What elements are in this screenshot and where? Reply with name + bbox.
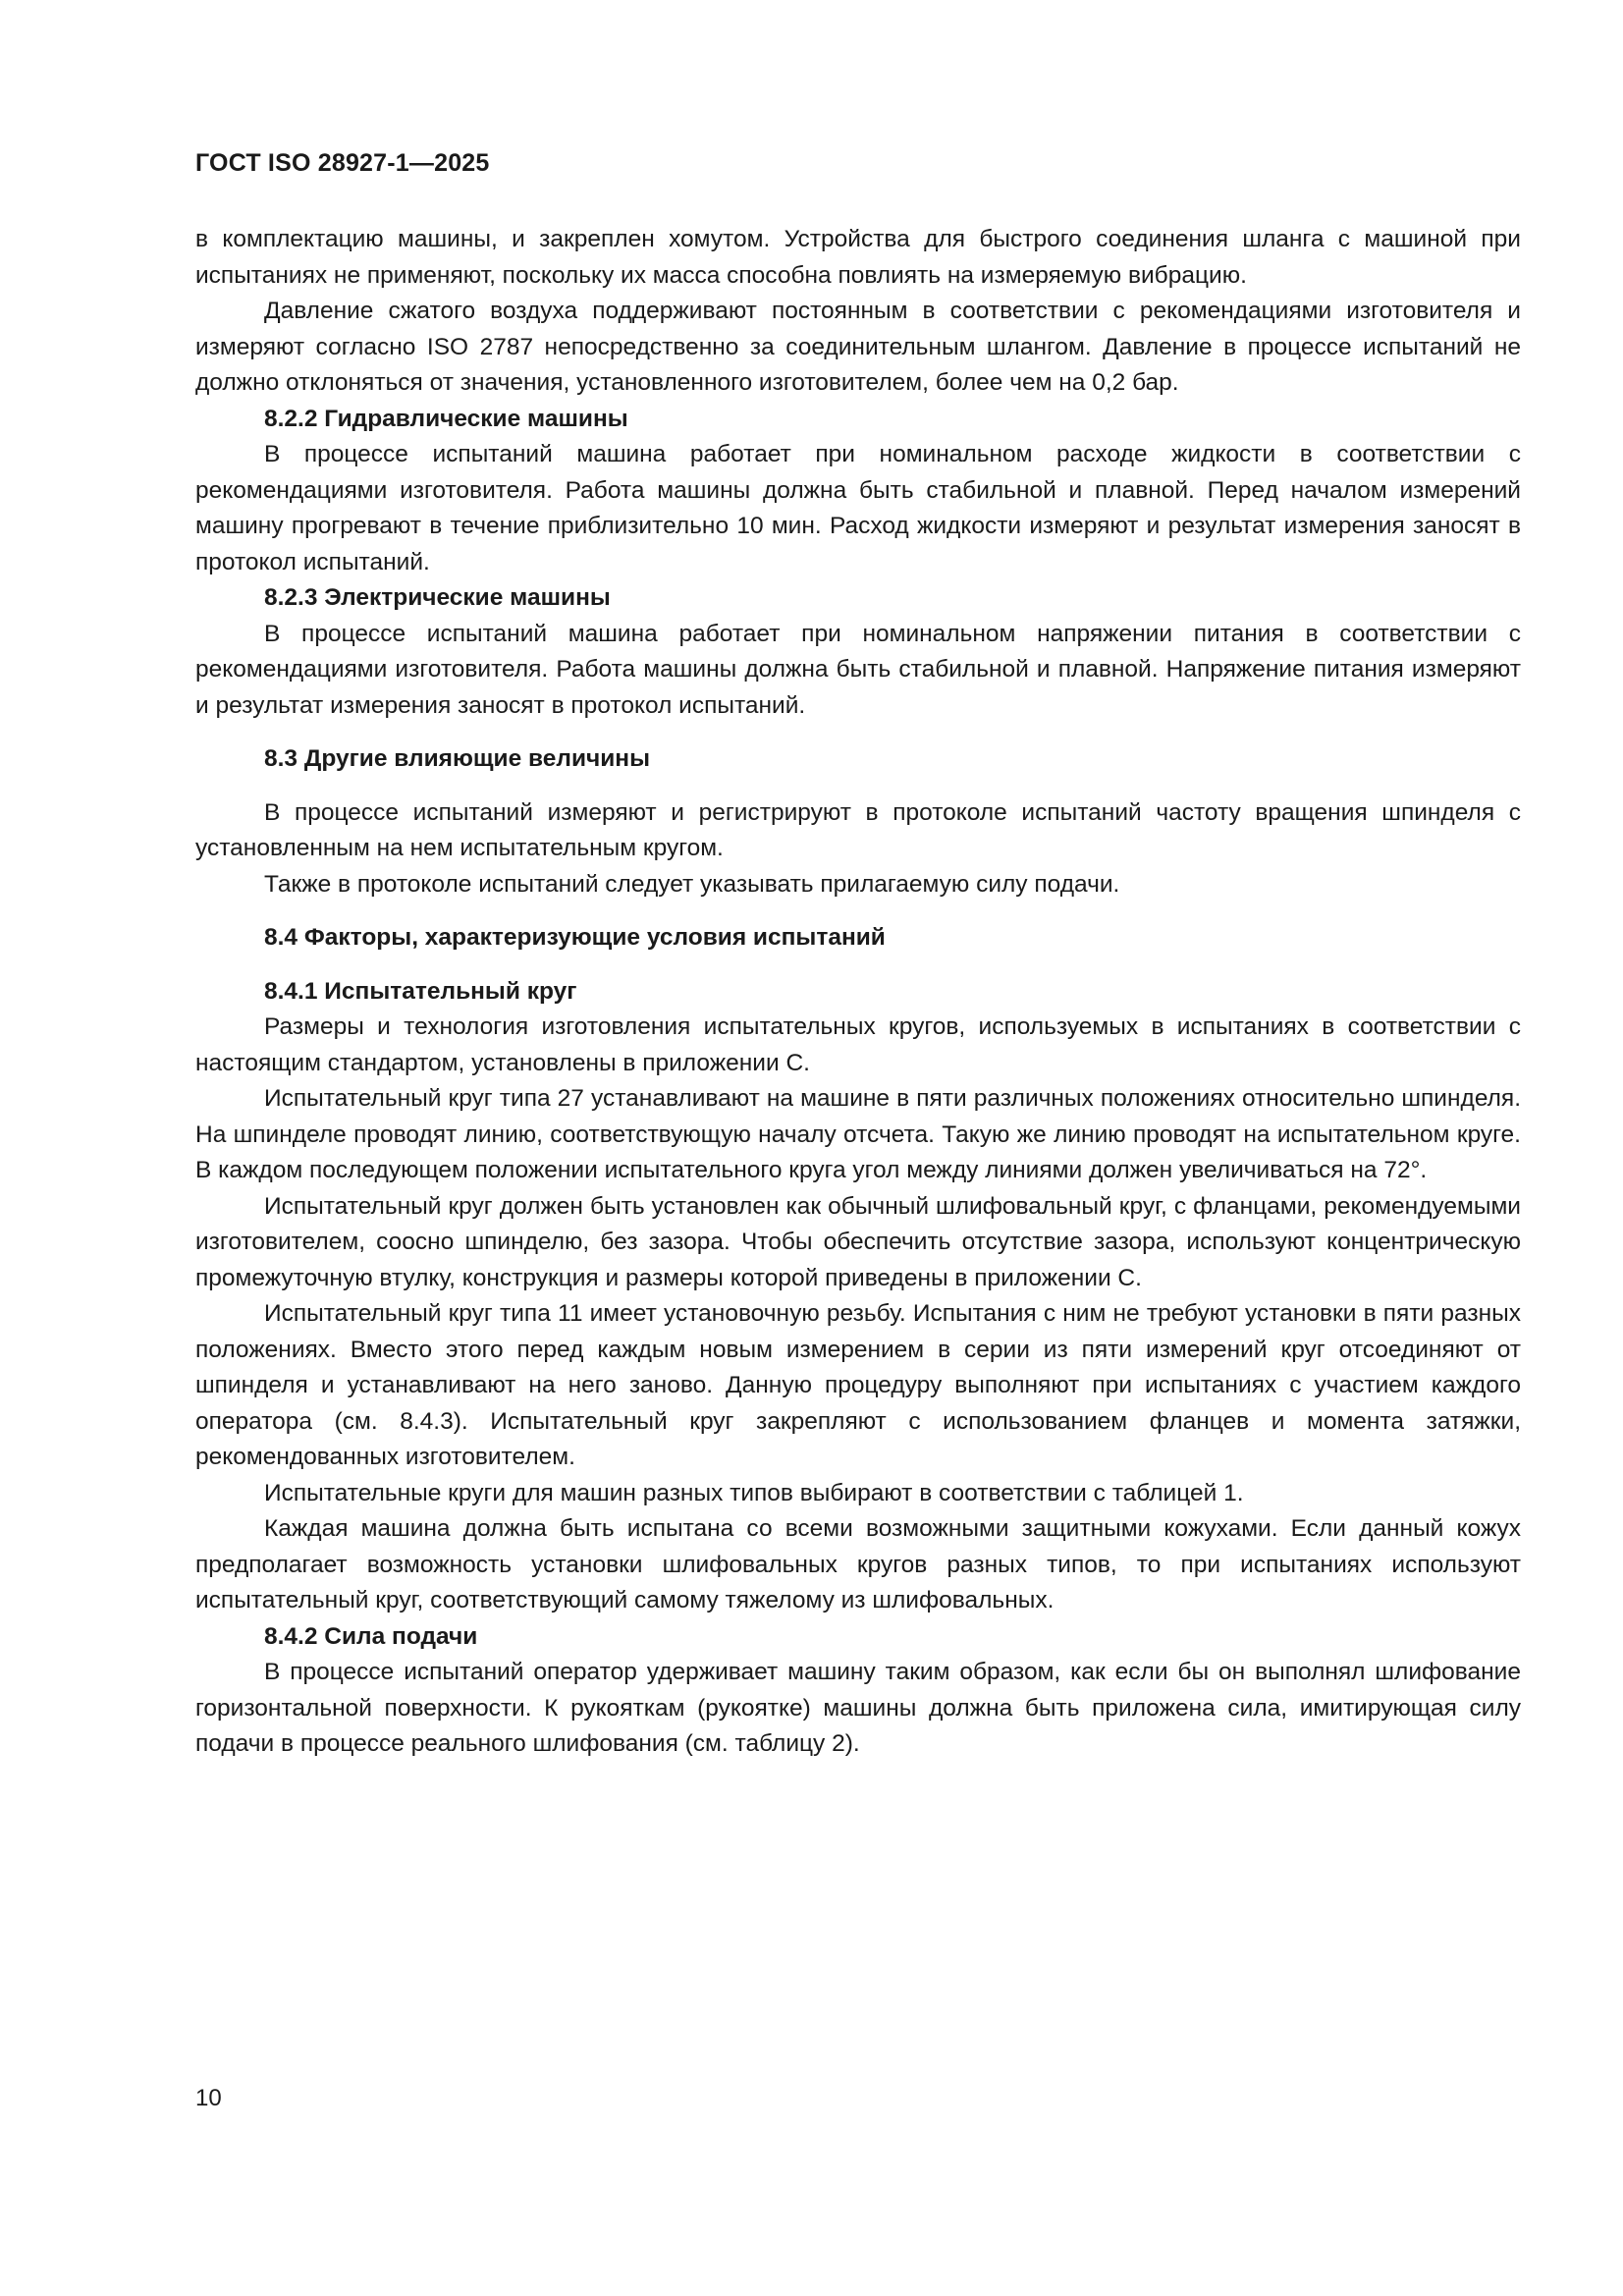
paragraph: В процессе испытаний измеряют и регистрируют в протоколе испытаний частоту вращения шпинделя с установленным на нем испытательным кругом. [195, 798, 1521, 861]
paragraph: Испытательный круг должен быть установлен как обычный шлифовальный круг, с фланцами, рекомендуемыми изготовителем, соосно шпинделю, без зазора. Чтобы обеспечить отсутствие зазора, используют концентрическую промежуточную втулку, конструкция и размеры которой приведены в приложении С. [195, 1192, 1521, 1291]
section-heading-8-2-2: 8.2.2 Гидравлические машины [264, 405, 628, 432]
document-body [195, 222, 1521, 1763]
section-heading-8-4: 8.4 Факторы, характеризующие условия испытаний [264, 924, 886, 951]
paragraph: В процессе испытаний машина работает при номинальном напряжении питания в соответствии с рекомендациями изготовителя. Работа машины должна быть стабильной и плавной. Напряжение питания измеряют и результат измерения заносят в протокол испытаний. [195, 620, 1521, 719]
section-heading-8-4-1: 8.4.1 Испытательный круг [264, 977, 577, 1005]
paragraph: Испытательный круг типа 11 имеет установочную резьбу. Испытания с ним не требуют установки в пяти разных положениях. Вместо этого перед каждым новым измерением в серии из пяти измерений круг отсоединяют от шпинделя и устанавливают на него заново. Данную процедуру выполняют при испытаниях с участием каждого оператора (см. 8.4.3). Испытательный круг закрепляют с использованием фланцев и момента затяжки, рекомендованных изготовителем. [195, 1300, 1521, 1470]
paragraph: Также в протоколе испытаний следует указывать прилагаемую силу подачи. [264, 870, 1120, 898]
paragraph: Испытательный круг типа 27 устанавливают на машине в пяти различных положениях относительно шпинделя. На шпинделе проводят линию, соответствующую началу отсчета. Такую же линию проводят на испытательном круге. В каждом последующем положении испытательного круга угол между линиями должен увеличиваться на 72°. [195, 1085, 1521, 1183]
section-heading-8-3: 8.3 Другие влияющие величины [264, 745, 651, 772]
section-heading-8-2-3: 8.2.3 Электрические машины [264, 584, 611, 611]
paragraph: Давление сжатого воздуха поддерживают постоянным в соответствии с рекомендациями изготовителя и измеряют согласно ISO 2787 непосредственно за соединительным шлангом. Давление в процессе испытаний не должно отклоняться от значения, установленного изготовителем, более чем на 0,2 бар. [195, 298, 1521, 396]
paragraph: Размеры и технология изготовления испытательных кругов, используемых в испытаниях в соответствии с настоящим стандартом, установлены в приложении С. [195, 1013, 1521, 1076]
document-header: ГОСТ ISO 28927-1—2025 [195, 149, 490, 177]
paragraph: Каждая машина должна быть испытана со всеми возможными защитными кожухами. Если данный кожух предполагает возможность установки шлифовальных кругов разных типов, то при испытаниях используют испытательный круг, соответствующий самому тяжелому из шлифовальных. [195, 1515, 1521, 1613]
section-heading-8-4-2: 8.4.2 Сила подачи [264, 1622, 478, 1650]
paragraph: В процессе испытаний машина работает при номинальном расходе жидкости в соответствии с рекомендациями изготовителя. Работа машины должна быть стабильной и плавной. Перед началом измерений машину прогревают в течение приблизительно 10 мин. Расход жидкости измеряют и результат измерения заносят в протокол испытаний. [195, 441, 1521, 575]
page-number: 10 [195, 2085, 222, 2111]
paragraph: Испытательные круги для машин разных типов выбирают в соответствии с таблицей 1. [264, 1479, 1244, 1506]
paragraph: в комплектацию машины, и закреплен хомутом. Устройства для быстрого соединения шланга с машиной при испытаниях не применяют, поскольку их масса способна повлиять на измеряемую вибрацию. [195, 226, 1521, 289]
paragraph: В процессе испытаний оператор удерживает машину таким образом, как если бы он выполнял шлифование горизонтальной поверхности. К рукояткам (рукоятке) машины должна быть приложена сила, имитирующая силу подачи в процессе реального шлифования (см. таблицу 2). [195, 1659, 1521, 1757]
